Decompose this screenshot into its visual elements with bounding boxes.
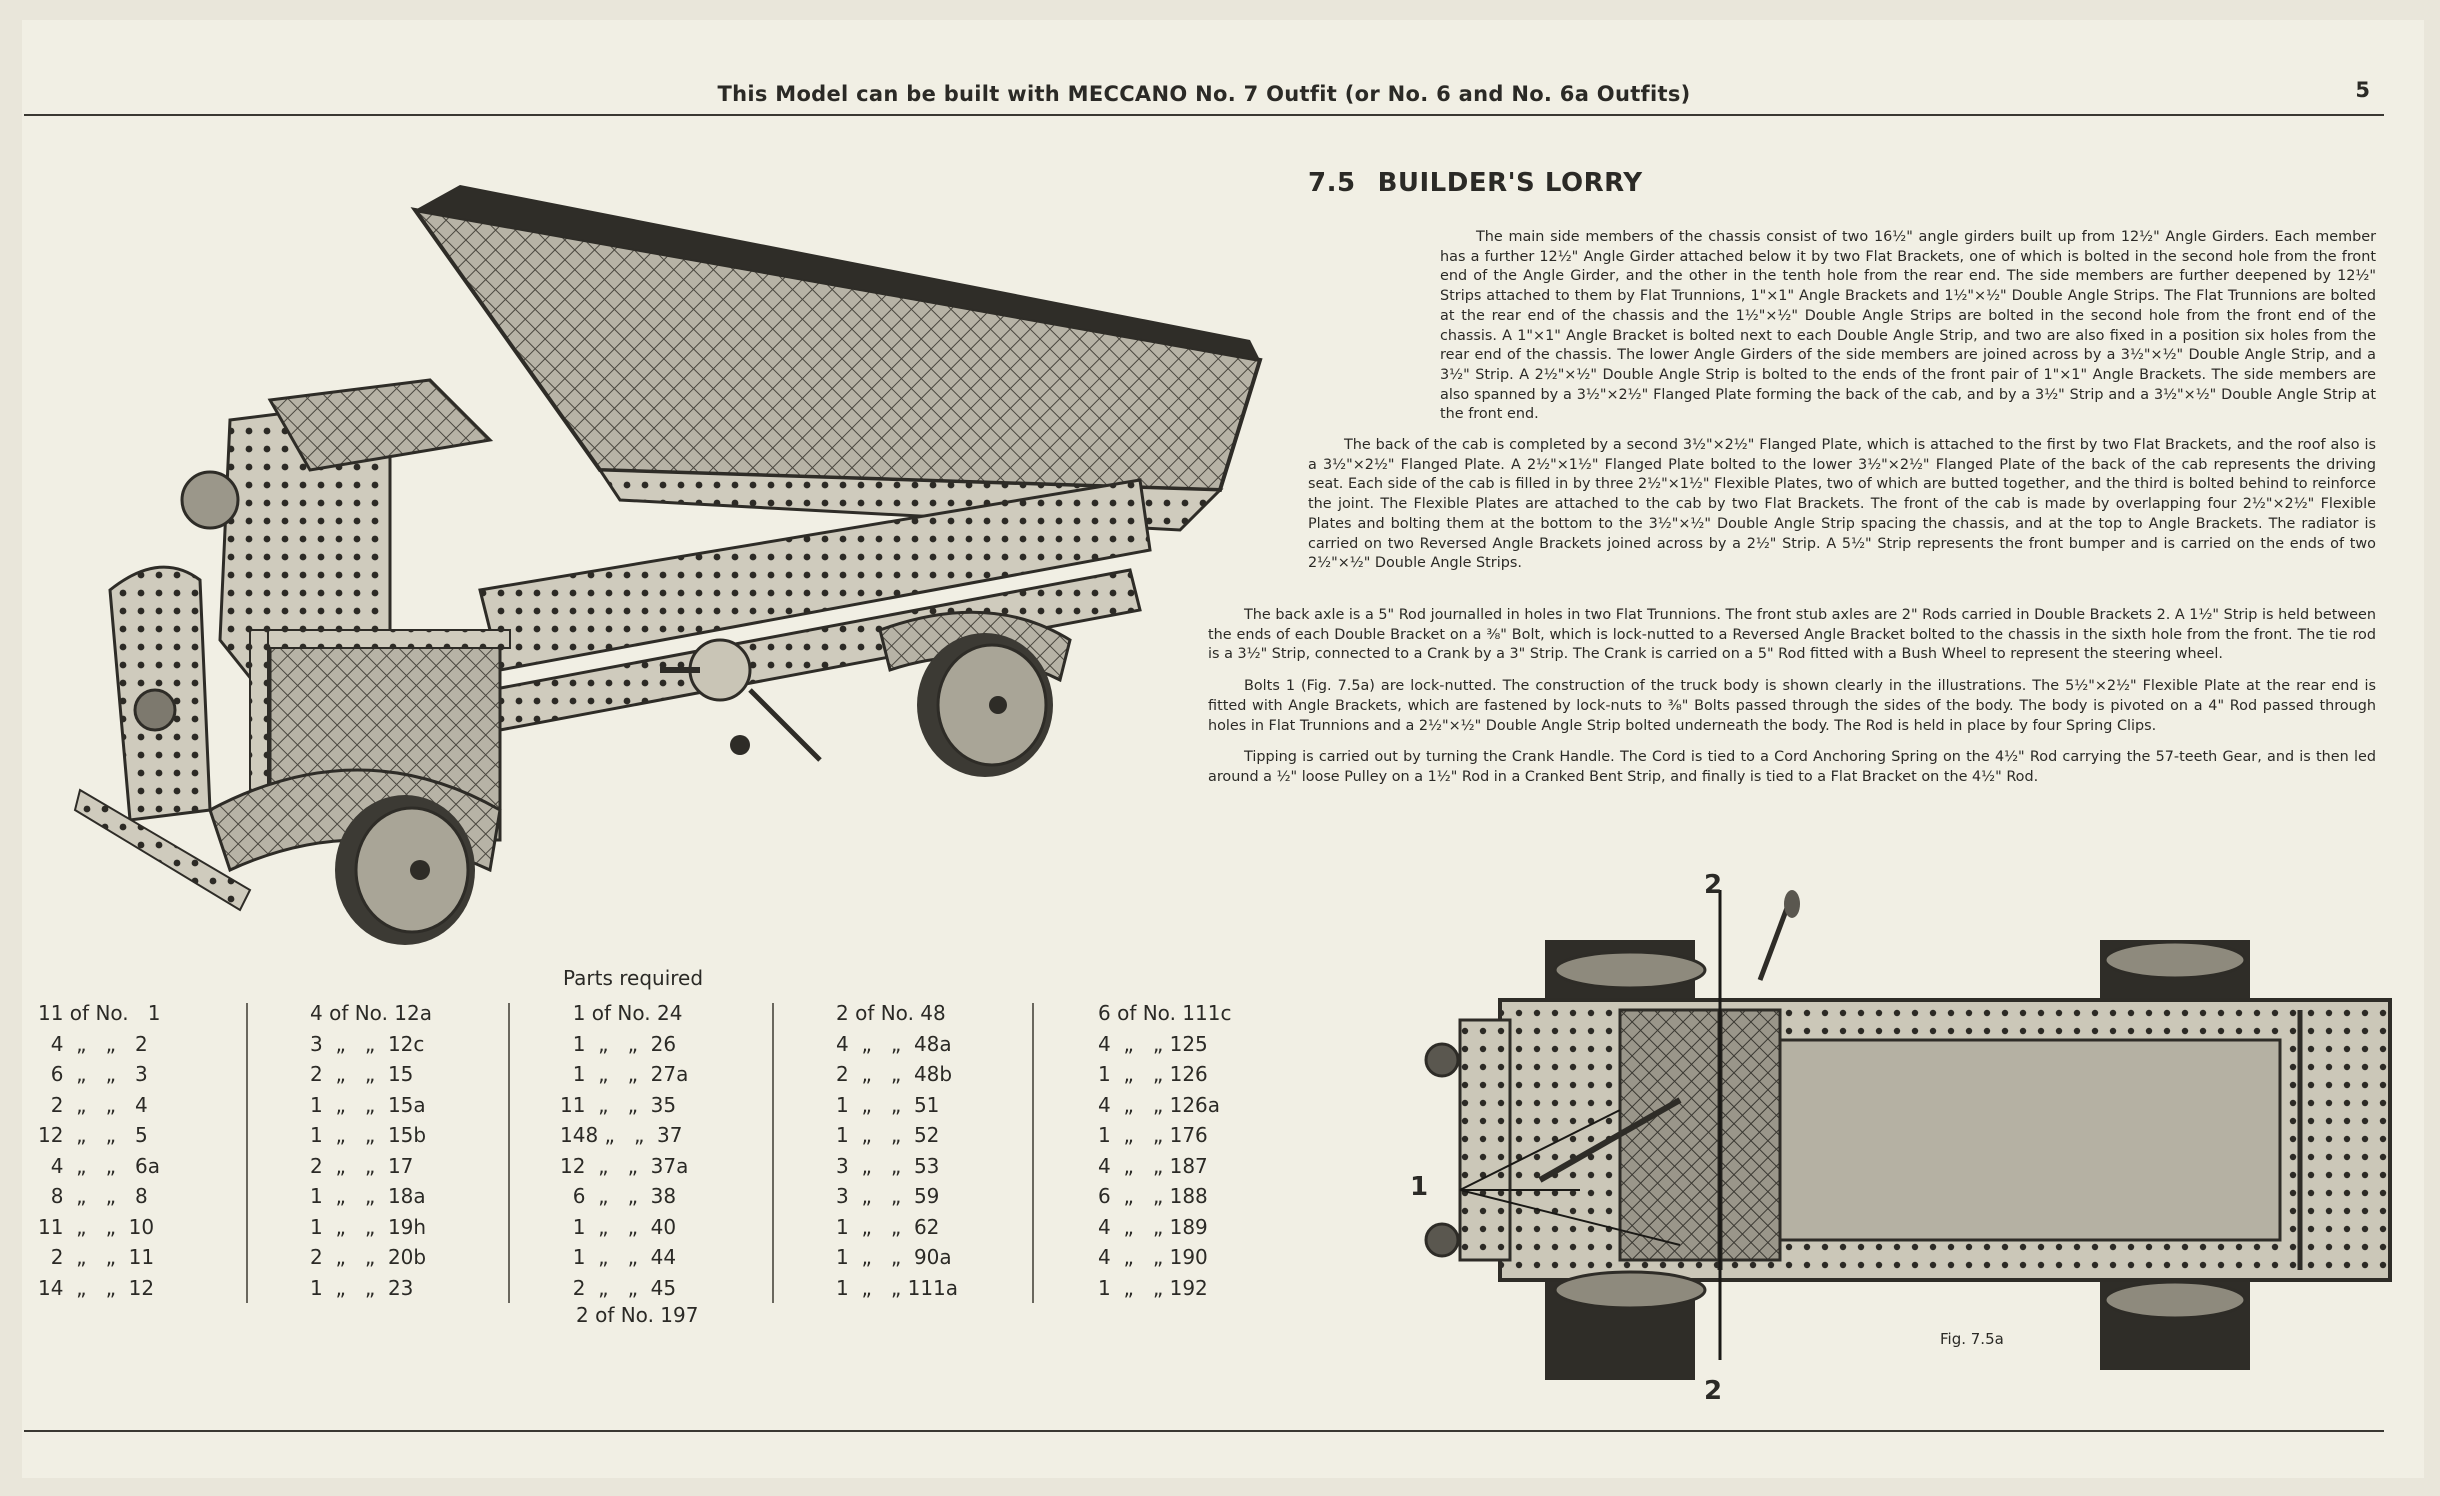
parts-entry: 12 „ „ 5 [38, 1123, 148, 1147]
parts-divider [1032, 1003, 1034, 1303]
parts-entry: 4 „ „ 125 [1098, 1031, 1208, 1056]
parts-entry: 4 „ „ 48a [836, 1031, 952, 1056]
parts-entry: 1 „ „ 19h [310, 1214, 427, 1239]
header-title: This Model can be built with MECCANO No. 7 Outfit (or No. 6 and No. 6a Outfits) [717, 82, 1691, 106]
section-title [1308, 168, 1643, 198]
figure-caption: Fig. 7.5a [1940, 1330, 2004, 1348]
lorry-illustration [60, 170, 1290, 950]
parts-column-3 [560, 998, 790, 1303]
parts-entry: 2 „ „ 17 [310, 1153, 414, 1178]
parts-entry: 1 „ „ 111a [836, 1275, 959, 1300]
parts-entry: 11 „ „ 35 [560, 1092, 677, 1117]
parts-entry: 1 „ „ 15a [310, 1092, 426, 1117]
parts-entry: 12 „ „ 37a [560, 1153, 689, 1178]
parts-entry: 11 „ „ 10 [38, 1214, 155, 1239]
parts-entry: 6 of No. 111c [1098, 1001, 1232, 1025]
parts-entry: 4 „ „ 189 [1098, 1214, 1208, 1239]
parts-entry: 148 „ „ 37 [560, 1123, 683, 1147]
parts-entry: 1 „ „ 90a [836, 1245, 952, 1269]
parts-entry: 8 „ „ 8 [38, 1184, 148, 1208]
parts-entry: 1 „ „ 23 [310, 1275, 414, 1300]
parts-divider [246, 1003, 248, 1303]
parts-entry: 2 of No. 48 [836, 1001, 946, 1025]
parts-entry: 3 „ „ 53 [836, 1153, 940, 1178]
parts-entry: 11 of No. 1 [38, 1001, 161, 1025]
parts-heading: Parts required [563, 966, 704, 990]
parts-entry: 1 „ „ 176 [1098, 1123, 1208, 1147]
parts-entry: 4 of No. 12a [310, 1001, 432, 1025]
parts-entry: 1 „ „ 15b [310, 1123, 427, 1147]
parts-entry: 2 „ „ 4 [38, 1092, 148, 1117]
parts-entry: 4 „ „ 2 [38, 1031, 148, 1056]
parts-divider [772, 1003, 774, 1303]
parts-entry: 3 „ „ 59 [836, 1184, 940, 1208]
parts-divider [508, 1003, 510, 1303]
parts-entry: 2 „ „ 15 [310, 1062, 414, 1086]
parts-column-5 [1098, 998, 1328, 1303]
underside-illustration [1420, 860, 2395, 1400]
parts-entry: 3 „ „ 12c [310, 1031, 425, 1056]
section-number: 7.5 [1308, 168, 1356, 198]
page-number: 5 [2355, 78, 2370, 102]
parts-entry: 6 „ „ 3 [38, 1062, 148, 1086]
section-name: BUILDER'S LORRY [1377, 168, 1643, 198]
parts-extra-entry: 2 of No. 197 [576, 1303, 699, 1327]
parts-entry: 2 „ „ 45 [560, 1275, 677, 1300]
parts-entry: 1 „ „ 192 [1098, 1275, 1208, 1300]
parts-entry: 1 „ „ 44 [560, 1245, 677, 1269]
parts-column-2 [310, 998, 540, 1303]
parts-entry: 1 „ „ 26 [560, 1031, 677, 1056]
parts-entry: 4 „ „ 190 [1098, 1245, 1208, 1269]
text-column-bottom [1208, 606, 2376, 800]
parts-entry: 1 „ „ 18a [310, 1184, 426, 1208]
parts-entry: 6 „ „ 188 [1098, 1184, 1208, 1208]
parts-entry: 4 „ „ 126a [1098, 1092, 1221, 1117]
parts-entry: 6 „ „ 38 [560, 1184, 677, 1208]
footer-rule [24, 1430, 2384, 1432]
parts-entry: 4 „ „ 187 [1098, 1153, 1208, 1178]
callout-1: 1 [1410, 1172, 1429, 1202]
parts-entry: 1 „ „ 126 [1098, 1062, 1208, 1086]
parts-entry: 1 „ „ 51 [836, 1092, 940, 1117]
parts-entry: 1 „ „ 40 [560, 1214, 677, 1239]
callout-2-top: 2 [1704, 870, 1723, 900]
parts-entry: 14 „ „ 12 [38, 1275, 155, 1300]
paragraph-chassis: The main side members of the chassis consist of two 16½" angle girders built up from 12½" Angle Girders. Each member has a further 12½" Angle Girder attached below it by two Flat Brackets, one of which is bolted in the second hole from the front end of the Angle Girder, and the other in the tenth hole from the rear end. The side members are further deepened by 12½" Strips attached to them by Flat Trunnions, 1"×1" Angle Brackets and 1½"×½" Double Angle Strips. The Flat Trunnions are bolted at the rear end of the chassis and the 1½"×½" Double Angle Strips are bolted in the second hole from the front end of the chassis. A 1"×1" Angle Bracket is bolted next to each Double Angle Strip, and two are also fixed in a position six holes from the rear end of the chassis. The lower Angle Girders of the side members are joined across by a 3½"×½" Double Angle Strip, and a 3½" Strip. A 2½"×½" Double Angle Strip is bolted to the ends of the front pair of 1"×1" Angle Brackets. The side members are also spanned by a 3½"×2½" Flanged Plate forming the back of the cab, and by a 3½" Strip and a 3½"×½" Double Angle Strip at the front end. [1440, 229, 2376, 423]
text-column-top [1440, 228, 2376, 437]
parts-column-1 [38, 998, 268, 1303]
paragraph-tipping: Tipping is carried out by turning the Crank Handle. The Cord is tied to a Cord Anchoring Spring on the 4½" Rod carrying the 57-teeth Gear, and is then led around a ½" loose Pulley on a 1½" Rod in a Cranked Bent Strip, and finally is tied to a Flat Bracket on the 4½" Rod. [1208, 749, 2376, 785]
parts-entry: 1 „ „ 62 [836, 1214, 940, 1239]
parts-entry: 2 „ „ 20b [310, 1245, 427, 1269]
parts-entry: 1 „ „ 27a [560, 1062, 689, 1086]
parts-entry: 1 of No. 24 [560, 1001, 683, 1025]
paragraph-cab: The back of the cab is completed by a second 3½"×2½" Flanged Plate, which is attached to the first by two Flat Brackets, and the roof also is a 3½"×2½" Flanged Plate. A 2½"×1½" Flanged Plate bolted to the lower 3½"×2½" Flanged Plate of the back of the cab represents the driving seat. Each side of the cab is filled in by three 2½"×1½" Flexible Plates, two of which are butted together, and the third is bolted behind to reinforce the joint. The Flexible Plates are attached to the cab by two Flat Brackets. The front of the cab is made by overlapping four 2½"×2½" Flexible Plates and bolting them at the bottom to the 3½"×½" Double Angle Strip spacing the chassis, and at the top to Angle Brackets. The radiator is carried on two Reversed Angle Brackets joined across by a 2½" Strip. A 5½" Strip represents the front bumper and is carried on the ends of two 2½"×½" Double Angle Strips. [1308, 437, 2376, 572]
parts-entry: 1 „ „ 52 [836, 1123, 940, 1147]
page-header [24, 60, 2384, 114]
parts-entry: 2 „ „ 48b [836, 1062, 953, 1086]
text-column-middle [1308, 436, 2376, 586]
paragraph-body: Bolts 1 (Fig. 7.5a) are lock-nutted. The construction of the truck body is shown clearly in the illustrations. The 5½"×2½" Flexible Plate at the rear end is fitted with Angle Brackets, which are fastened by lock-nuts to ⅜" Bolts passed through the sides of the body. The body is pivoted on a 4" Rod passed through holes in Flat Trunnions and a 2½"×½" Double Angle Strip bolted underneath the body. The Rod is held in place by four Spring Clips. [1208, 678, 2376, 734]
parts-entry: 4 „ „ 6a [38, 1153, 161, 1178]
header-rule [24, 114, 2384, 116]
parts-entry: 2 „ „ 11 [38, 1245, 155, 1269]
paragraph-axles: The back axle is a 5" Rod journalled in holes in two Flat Trunnions. The front stub axles are 2" Rods carried in Double Brackets 2. A 1½" Strip is held between the ends of each Double Bracket on a ⅜" Bolt, which is lock-nutted to a Reversed Angle Bracket bolted to the chassis in the sixth hole from the front. The tie rod is a 3½" Strip, connected to a Crank by a 3" Strip. The Crank is carried on a 5" Rod fitted with a Bush Wheel to represent the steering wheel. [1208, 607, 2376, 663]
callout-2-bottom: 2 [1704, 1376, 1723, 1406]
